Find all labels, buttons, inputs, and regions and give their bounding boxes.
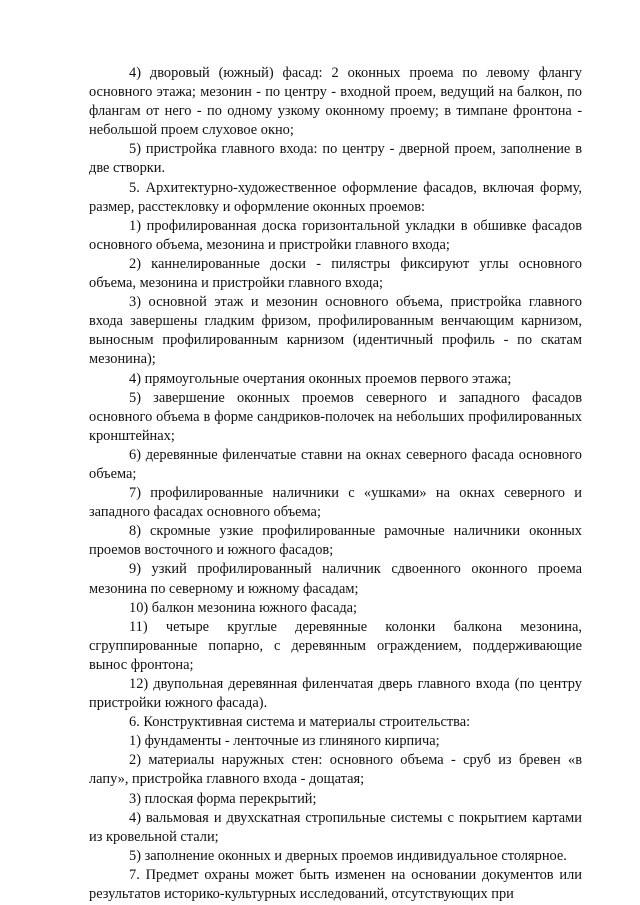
paragraph: 5) заполнение оконных и дверных проемов индивидуальное столярное. [129, 847, 567, 864]
paragraph: 5. Архитектурно-художественное оформление фасадов, включая форму, размер, расстекловку и оформление оконных проемов: [89, 179, 582, 215]
paragraph: 5) пристройка главного входа: по центру - дверной проем, заполнение в две створки. [89, 141, 582, 177]
paragraph: 11) четыре круглые деревянные колонки балкона мезонина, сгруппированные попарно, с деревянным ограждением, поддерживающие вынос фронтона; [89, 618, 582, 673]
paragraph: 1) фундаменты - ленточные из глиняного кирпича; [129, 733, 440, 750]
paragraph: 12) двупольная деревянная филенчатая дверь главного входа (по центру пристройки южного фасада). [89, 676, 582, 712]
paragraph: 7) профилированные наличники с «ушками» на окнах северного и западного фасадах основного объема; [89, 485, 582, 521]
paragraph: 3) плоская форма перекрытий; [129, 790, 317, 807]
paragraph: 4) вальмовая и двухскатная стропильные системы с покрытием картами из кровельной стали; [89, 809, 582, 845]
document-page [89, 64, 582, 904]
paragraph: 9) узкий профилированный наличник сдвоенного оконного проема мезонина по северному и южному фасадам; [89, 561, 582, 597]
paragraph: 5) завершение оконных проемов северного и западного фасадов основного объема в форме сандриков-полочек на небольших профилированных кронштейнах; [89, 389, 582, 444]
paragraph: 10) балкон мезонина южного фасада; [129, 599, 358, 616]
paragraph: 7. Предмет охраны может быть изменен на основании документов или результатов историко-культурных исследований, отсутствующих при [89, 866, 582, 903]
paragraph: 2) каннелированные доски - пилястры фиксируют углы основного объема, мезонина и пристройки главного входа; [89, 255, 582, 292]
paragraph: 4) прямоугольные очертания оконных проемов первого этажа; [129, 370, 512, 387]
paragraph: 8) скромные узкие профилированные рамочные наличники оконных проемов восточного и южного фасадов; [89, 523, 582, 559]
paragraph: 6. Конструктивная система и материалы строительства: [129, 714, 471, 731]
paragraph: 3) основной этаж и мезонин основного объема, пристройка главного входа завершены гладким фризом, профилированным венчающим карнизом, выносным профилированным карнизом (идентичный профиль - по скатам мезонина); [89, 294, 582, 368]
paragraph: 6) деревянные филенчатые ставни на окнах северного фасада основного объема; [89, 446, 582, 482]
paragraph: 1) профилированная доска горизонтальной укладки в обшивке фасадов основного объема, мезонина и пристройки главного входа; [89, 217, 582, 253]
paragraph: 2) материалы наружных стен: основного объема - сруб из бревен «в лапу», пристройка главного входа - дощатая; [89, 752, 582, 788]
paragraph: 4) дворовый (южный) фасад: 2 оконных проема по левому флангу основного этажа; мезонин - по центру - входной проем, ведущий на балкон, по флангам от него - по одному узкому оконному проему; в тимпане фронтона - небольшой проем слуховое окно; [89, 65, 582, 139]
